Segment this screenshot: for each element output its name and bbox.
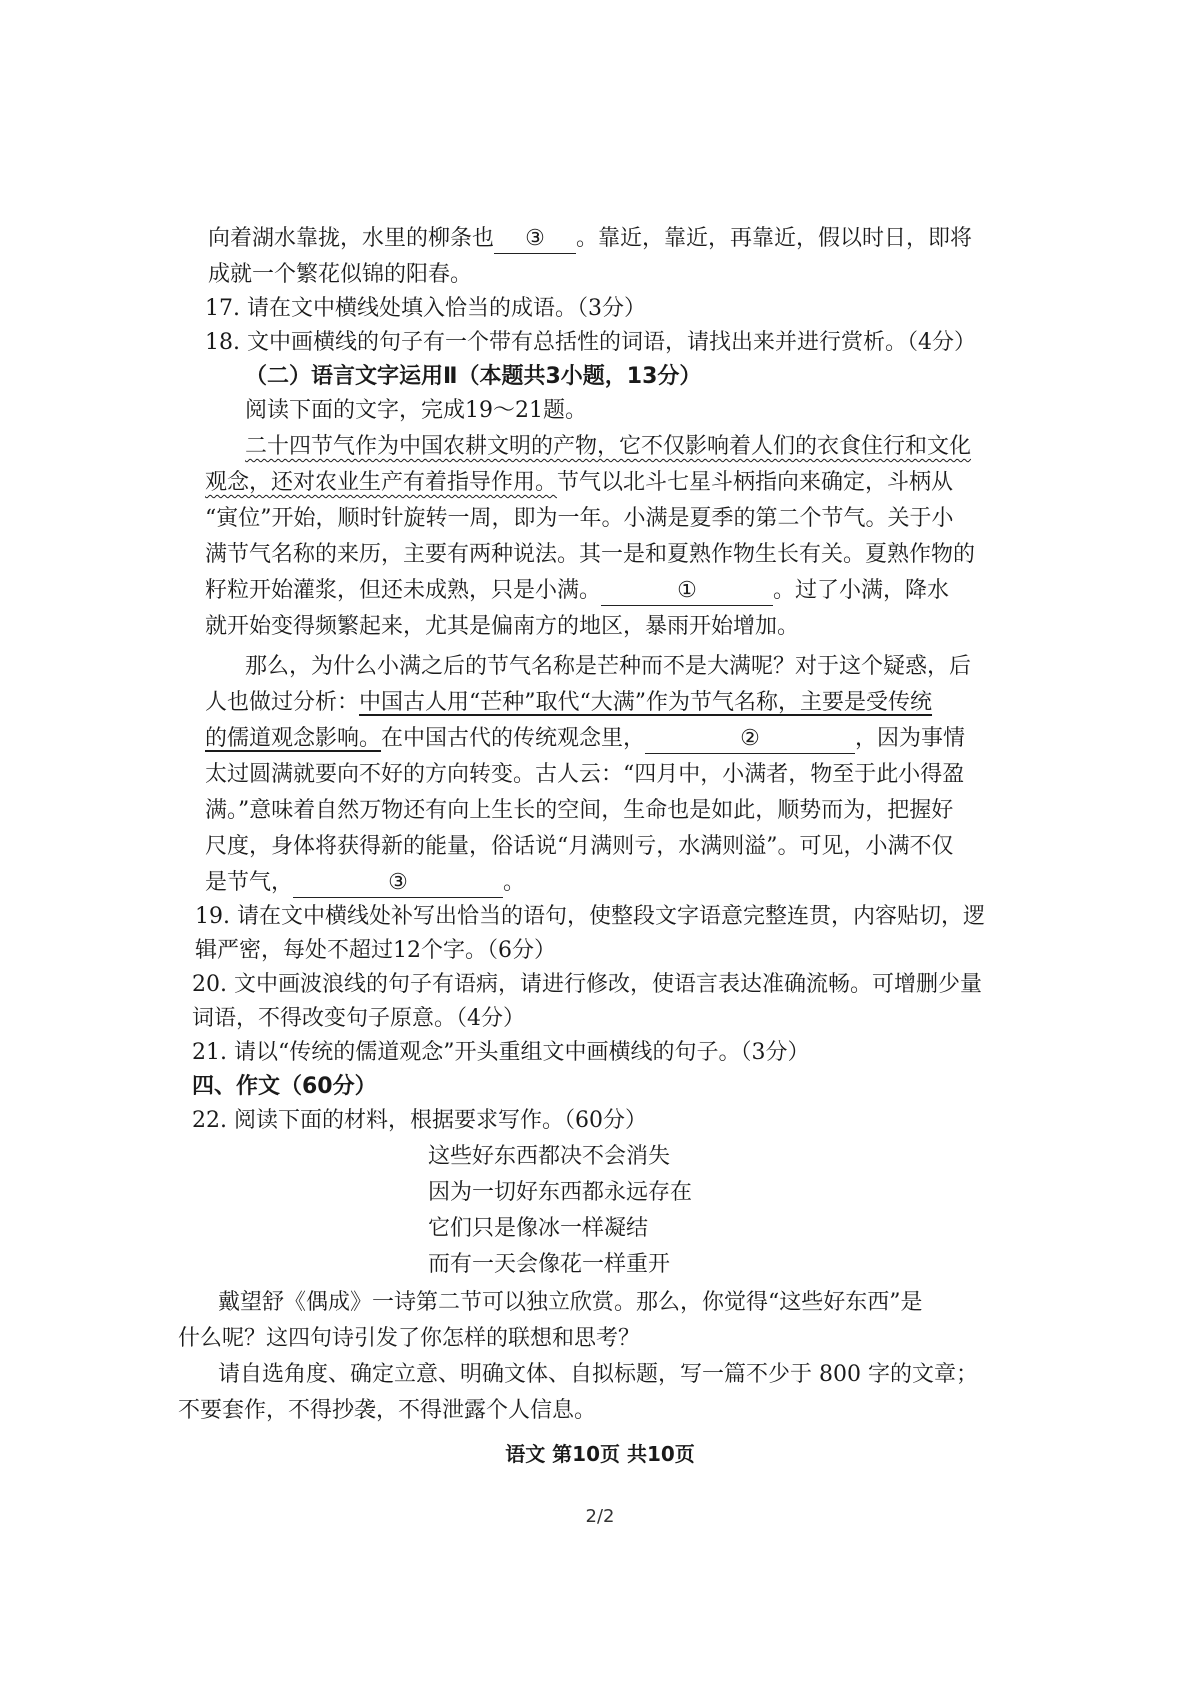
question-19-cont: 辑严密，每处不超过12个字。（6分） [195, 938, 556, 963]
passage-line: 人也做过分析：中国古人用“芒种”取代“大满”作为节气名称，主要是受传统 [205, 690, 933, 715]
page-number: 2/2 [585, 1506, 615, 1527]
prompt-paragraph: 不要套作，不得抄袭，不得泄露个人信息。 [178, 1398, 597, 1423]
passage-line: 观念，还对农业生产有着指导作用。节气以北斗七星斗柄指向来确定，斗柄从 [205, 470, 954, 495]
wavy-underlined-sentence: 二十四节气作为中国农耕文明的产物，它不仅影响着人们的衣食住行和文化 [245, 434, 972, 459]
passage-line: 满节气名称的来历，主要有两种说法。其一是和夏熟作物生长有关。夏熟作物的 [205, 542, 976, 567]
section-heading: （二）语言文字运用Ⅱ（本题共3小题，13分） [245, 364, 702, 389]
passage-line: 的儒道观念影响。在中国古代的传统观念里， ② ，因为事情 [205, 722, 965, 756]
page-footer: 语文 第10页 共10页 [505, 1442, 695, 1466]
underlined-sentence: 的儒道观念影响。 [205, 726, 382, 751]
passage-line: 那么，为什么小满之后的节气名称是芒种而不是大满呢？对于这个疑惑，后 [245, 654, 972, 679]
poem-line: 而有一天会像花一样重开 [428, 1252, 671, 1277]
poem-line: 因为一切好东西都永远存在 [428, 1180, 693, 1205]
passage-line: 太过圆满就要向不好的方向转变。古人云：“四月中，小满者，物至于此小得盈 [205, 762, 965, 787]
reading-instruction: 阅读下面的文字，完成19～21题。 [245, 398, 587, 423]
passage-line: 满。”意味着自然万物还有向上生长的空间，生命也是如此，顺势而为，把握好 [205, 798, 954, 823]
passage-line: 成就一个繁花似锦的阳春。 [208, 262, 473, 287]
question-22: 22. 阅读下面的材料，根据要求写作。（60分） [192, 1108, 647, 1133]
answer-blank: ③ [494, 225, 576, 254]
question-18: 18. 文中画横线的句子有一个带有总括性的词语，请找出来并进行赏析。（4分） [205, 330, 976, 355]
answer-blank: ② [645, 725, 855, 754]
question-21: 21. 请以“传统的儒道观念”开头重组文中画横线的句子。（3分） [192, 1040, 810, 1065]
prompt-paragraph: 请自选角度、确定立意、明确文体、自拟标题，写一篇不少于 800 字的文章； [218, 1362, 978, 1387]
poem-line: 它们只是像冰一样凝结 [428, 1216, 649, 1241]
question-20-cont: 词语，不得改变句子原意。（4分） [192, 1006, 525, 1031]
wavy-underlined-sentence: 观念，还对农业生产有着指导作用。 [205, 470, 558, 495]
passage-line: 向着湖水靠拢，水里的柳条也 ③ 。靠近，靠近，再靠近，假以时日，即将 [208, 222, 972, 256]
passage-line [245, 430, 971, 464]
question-17: 17. 请在文中横线处填入恰当的成语。（3分） [205, 296, 646, 321]
underlined-sentence: 中国古人用“芒种”取代“大满”作为节气名称，主要是受传统 [359, 690, 933, 715]
part-heading: 四、作文（60分） [192, 1074, 377, 1099]
answer-blank: ③ [293, 869, 503, 898]
question-20: 20. 文中画波浪线的句子有语病，请进行修改，使语言表达准确流畅。可增删少量 [192, 972, 982, 997]
passage-line: 是节气， ③ 。 [205, 866, 525, 900]
passage-line: “寅位”开始，顺时针旋转一周，即为一年。小满是夏季的第二个节气。关于小 [205, 506, 954, 531]
passage-line: 就开始变得频繁起来，尤其是偏南方的地区，暴雨开始增加。 [205, 614, 800, 639]
prompt-paragraph: 什么呢？这四句诗引发了你怎样的联想和思考？ [178, 1326, 641, 1351]
prompt-paragraph: 戴望舒《偶成》一诗第二节可以独立欣赏。那么，你觉得“这些好东西”是 [218, 1290, 923, 1315]
answer-blank: ① [601, 577, 773, 606]
question-19: 19. 请在文中横线处补写出恰当的语句，使整段文字语意完整连贯，内容贴切，逻 [195, 904, 985, 929]
poem-line: 这些好东西都决不会消失 [428, 1144, 671, 1169]
passage-line: 籽粒开始灌浆，但还未成熟，只是小满。 ① 。过了小满，降水 [205, 574, 949, 608]
passage-line: 尺度，身体将获得新的能量，俗话说“月满则亏，水满则溢”。可见，小满不仅 [205, 834, 954, 859]
